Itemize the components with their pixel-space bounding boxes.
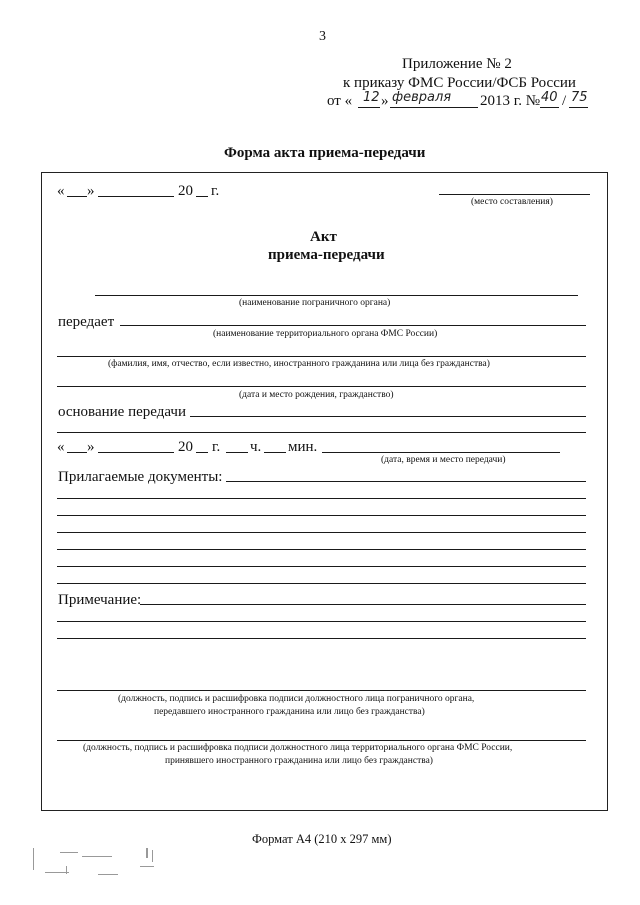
signature-border-officer-caption-2: передавшего иностранного гражданина или лицо без гражданства) <box>154 707 425 717</box>
signature-fms-officer-caption-1: (должность, подпись и расшифровка подписи должностного лица территориального органа ФМС России, <box>83 743 513 753</box>
territorial-organ-field[interactable] <box>120 325 586 326</box>
attached-documents-field-1[interactable] <box>226 481 586 482</box>
order-day-line <box>358 107 380 108</box>
order-number-2-line <box>569 107 588 108</box>
act-title-line1: Акт <box>310 229 337 245</box>
date-close-quote: » <box>87 183 95 199</box>
birth-caption: (дата и место рождения, гражданство) <box>239 390 394 400</box>
note-field-2[interactable] <box>57 621 586 622</box>
order-month-line <box>390 107 478 108</box>
place-caption: (место составления) <box>471 197 553 207</box>
transfer-day-field[interactable] <box>67 452 87 453</box>
appendix-title: Приложение № 2 <box>402 56 512 72</box>
date-day-field[interactable] <box>67 196 87 197</box>
order-month: февраля <box>392 90 452 105</box>
signature-fms-officer-caption-2: принявшего иностранного гражданина или лицо без гражданства) <box>165 756 433 766</box>
transfer-date-close-quote: » <box>87 439 95 455</box>
transfer-date-open-quote: « <box>57 439 65 455</box>
basis-field-1[interactable] <box>190 416 586 417</box>
note-field-3[interactable] <box>57 638 586 639</box>
order-number-2: 75 <box>571 90 588 105</box>
minutes-label: мин. <box>288 439 318 455</box>
date-open-quote: « <box>57 183 65 199</box>
attached-documents-field-7[interactable] <box>57 583 586 584</box>
attached-documents-field-5[interactable] <box>57 549 586 550</box>
order-year-number-prefix: 2013 г. № <box>480 93 541 109</box>
page-number: 3 <box>319 29 326 44</box>
transfer-month-field[interactable] <box>98 452 174 453</box>
order-number-slash: / <box>562 93 567 109</box>
transfer-year-prefix: 20 <box>178 439 193 455</box>
border-organ-caption: (наименование пограничного органа) <box>239 298 391 308</box>
transfer-year-field[interactable] <box>196 452 208 453</box>
attached-documents-field-2[interactable] <box>57 498 586 499</box>
attached-documents-field-3[interactable] <box>57 515 586 516</box>
birth-field[interactable] <box>57 386 586 387</box>
datetime-caption: (дата, время и место передачи) <box>381 455 506 465</box>
order-day: 12 <box>363 90 380 105</box>
attached-documents-label: Прилагаемые документы: <box>58 469 223 485</box>
person-caption: (фамилия, имя, отчество, если известно, иностранного гражданина или лица без гражданства) <box>108 359 490 369</box>
transfer-hours-field[interactable] <box>226 452 248 453</box>
transfer-year-suffix: г. <box>212 439 221 455</box>
hours-label: ч. <box>250 439 262 455</box>
order-number-1-line <box>540 107 559 108</box>
border-organ-field[interactable] <box>95 295 578 296</box>
date-year-prefix: 20 <box>178 183 193 199</box>
transfer-minutes-field[interactable] <box>264 452 286 453</box>
date-month-field[interactable] <box>98 196 174 197</box>
attached-documents-field-4[interactable] <box>57 532 586 533</box>
form-title: Форма акта приема-передачи <box>224 145 426 161</box>
transfers-label: передает <box>58 314 115 330</box>
page-format-footer: Формат А4 (210 х 297 мм) <box>252 832 392 846</box>
person-name-field[interactable] <box>57 356 586 357</box>
basis-field-2[interactable] <box>57 432 586 433</box>
place-field[interactable] <box>439 194 590 195</box>
signature-border-officer-caption-1: (должность, подпись и расшифровка подписи должностного лица пограничного органа, <box>118 694 475 704</box>
basis-label: основание передачи <box>58 404 186 420</box>
act-title-line2: приема-передачи <box>268 247 385 263</box>
order-date-prefix: от « <box>327 93 353 109</box>
signature-fms-officer-field[interactable] <box>57 740 586 741</box>
date-year-field[interactable] <box>196 196 208 197</box>
signature-border-officer-field[interactable] <box>57 690 586 691</box>
attached-documents-field-6[interactable] <box>57 566 586 567</box>
note-field-1[interactable] <box>140 604 586 605</box>
order-reference: к приказу ФМС России/ФСБ России <box>343 75 576 91</box>
note-label: Примечание: <box>58 592 142 608</box>
date-year-suffix: г. <box>211 183 220 199</box>
transfer-place-field[interactable] <box>322 452 560 453</box>
territorial-organ-caption: (наименование территориального органа ФМС России) <box>213 329 438 339</box>
order-number-1: 40 <box>541 90 558 105</box>
order-date-close-quote: » <box>381 93 389 109</box>
